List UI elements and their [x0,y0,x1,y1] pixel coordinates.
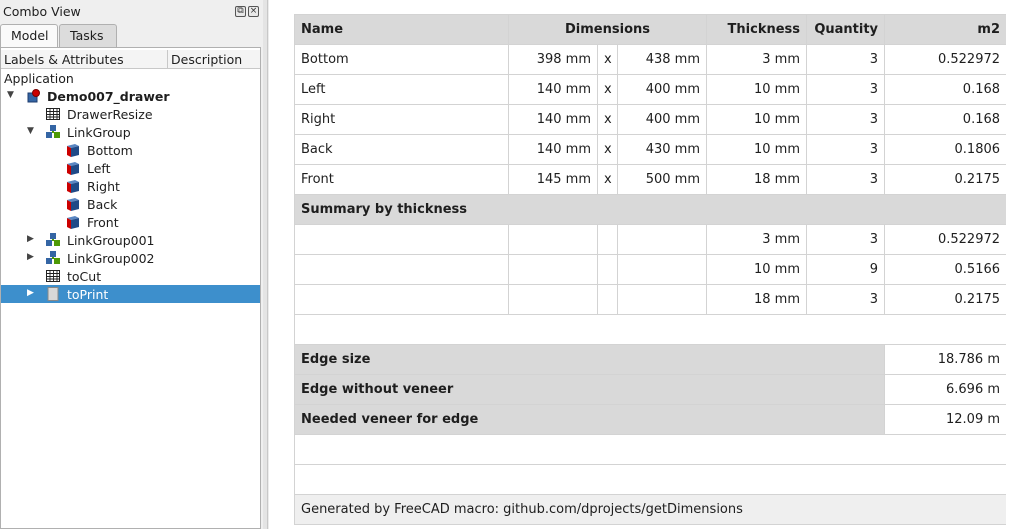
summary-thickness: 10 mm [707,255,807,285]
dimension-width: 398 mm [509,45,598,75]
table-header-row [295,15,1007,45]
thickness-cell: 10 mm [707,135,807,165]
tree-item-label: DrawerResize [67,107,153,122]
header-quantity: Quantity [807,15,885,45]
empty-cell [295,315,1007,345]
table-row [295,105,1007,135]
footer-row [295,495,1007,525]
column-labels[interactable]: Labels & Attributes [4,52,124,67]
empty-cell [509,255,598,285]
panel-icon [65,178,81,194]
page-icon [45,286,61,302]
part-name: Right [295,105,509,135]
float-icon[interactable]: ⧉ [235,6,246,17]
summary-quantity: 9 [807,255,885,285]
empty-cell [618,255,707,285]
tree-item-label: LinkGroup002 [67,251,155,266]
combo-tabs [0,24,263,47]
edge-row [295,375,1007,405]
spreadsheet-icon [45,268,61,284]
empty-cell [598,225,618,255]
linkgroup-icon [45,250,61,266]
close-icon[interactable]: × [249,6,258,16]
empty-cell [598,255,618,285]
quantity-cell: 3 [807,45,885,75]
dimension-separator: x [598,105,618,135]
tree-item-right[interactable] [1,177,260,195]
model-panel [0,47,261,529]
report-margin [1006,0,1024,529]
dimension-width: 140 mm [509,105,598,135]
edge-label: Edge without veneer [295,375,885,405]
area-cell: 0.168 [885,105,1007,135]
thickness-cell: 3 mm [707,45,807,75]
linkgroup-icon [45,124,61,140]
dimension-height: 400 mm [618,75,707,105]
area-cell: 0.522972 [885,45,1007,75]
tree-item-bottom[interactable] [1,141,260,159]
tree-item-back[interactable] [1,195,260,213]
area-cell: 0.2175 [885,165,1007,195]
table-row [295,75,1007,105]
tree-item-label: Front [87,215,119,230]
dimension-width: 140 mm [509,75,598,105]
footer-text: Generated by FreeCAD macro: github.com/dprojects/getDimensions [295,495,1007,525]
edge-row [295,405,1007,435]
tree-item-drawerresize[interactable] [1,105,260,123]
part-name: Bottom [295,45,509,75]
area-cell: 0.1806 [885,135,1007,165]
panel-icon [65,160,81,176]
dimension-height: 438 mm [618,45,707,75]
quantity-cell: 3 [807,135,885,165]
area-cell: 0.168 [885,75,1007,105]
edge-label: Edge size [295,345,885,375]
dimension-separator: x [598,135,618,165]
empty-cell [509,285,598,315]
edge-row [295,345,1007,375]
panel-icon [65,142,81,158]
report-view [269,0,1024,529]
summary-quantity: 3 [807,285,885,315]
edge-value: 12.09 m [885,405,1007,435]
panel-icon [65,196,81,212]
splitter-handle[interactable] [263,0,268,529]
summary-title: Summary by thickness [295,195,1007,225]
tree-item-label: Bottom [87,143,133,158]
table-row [295,135,1007,165]
spreadsheet-icon [45,106,61,122]
section-label: Application [4,71,74,86]
tab-tasks[interactable]: Tasks [59,24,117,47]
tree-item-left[interactable] [1,159,260,177]
expanded-arrow-icon[interactable]: ▼ [27,126,34,136]
blank-row [295,465,1007,495]
empty-cell [618,285,707,315]
quantity-cell: 3 [807,105,885,135]
thickness-cell: 10 mm [707,105,807,135]
summary-thickness: 3 mm [707,225,807,255]
summary-row [295,255,1007,285]
tree-item-label: LinkGroup001 [67,233,155,248]
tree-item-linkgroup[interactable] [1,123,260,141]
tree-item-label: toPrint [67,287,109,302]
edge-label: Needed veneer for edge [295,405,885,435]
combo-view-title: Combo View [3,4,81,19]
tab-model[interactable]: Model [0,24,58,48]
collapsed-arrow-icon[interactable]: ▶ [27,234,34,244]
dimensions-table [294,14,1007,525]
thickness-cell: 10 mm [707,75,807,105]
tree-item-demo007_drawer[interactable] [1,87,260,105]
tree-header [1,50,260,69]
dimension-width: 140 mm [509,135,598,165]
summary-row [295,285,1007,315]
document-icon [25,88,41,104]
dimension-separator: x [598,75,618,105]
header-thickness: Thickness [707,15,807,45]
empty-cell [509,225,598,255]
summary-area: 0.522972 [885,225,1007,255]
empty-cell [295,435,1007,465]
summary-title-row [295,195,1007,225]
tree-item-linkgroup001[interactable] [1,231,260,249]
tree-item-label: toCut [67,269,102,284]
header-name: Name [295,15,509,45]
edge-value: 18.786 m [885,345,1007,375]
quantity-cell: 3 [807,75,885,105]
tree-item-front[interactable] [1,213,260,231]
empty-cell [618,225,707,255]
table-body [295,45,1007,525]
column-description[interactable]: Description [167,50,260,69]
dimension-height: 500 mm [618,165,707,195]
part-name: Left [295,75,509,105]
header-m2: m2 [885,15,1007,45]
collapsed-arrow-icon[interactable]: ▶ [27,252,34,262]
quantity-cell: 3 [807,165,885,195]
tree-item-toprint[interactable] [1,285,260,303]
blank-row [295,435,1007,465]
dimension-separator: x [598,45,618,75]
summary-quantity: 3 [807,225,885,255]
summary-area: 0.2175 [885,285,1007,315]
tree-item-label: Left [87,161,111,176]
empty-cell [295,255,509,285]
tree-item-label: Back [87,197,118,212]
empty-cell [295,285,509,315]
blank-row [295,315,1007,345]
expanded-arrow-icon[interactable]: ▼ [7,90,14,100]
tree-item-linkgroup002[interactable] [1,249,260,267]
tree-section [1,69,260,87]
tree-item-label: Right [87,179,120,194]
part-name: Front [295,165,509,195]
summary-thickness: 18 mm [707,285,807,315]
empty-cell [295,465,1007,495]
table-row [295,45,1007,75]
linkgroup-icon [45,232,61,248]
panel-icon [65,214,81,230]
empty-cell [598,285,618,315]
thickness-cell: 18 mm [707,165,807,195]
combo-view [0,0,263,529]
summary-row [295,225,1007,255]
tree-item-tocut[interactable] [1,267,260,285]
dimension-width: 145 mm [509,165,598,195]
tree-item-label: LinkGroup [67,125,131,140]
tree-item-label: Demo007_drawer [47,89,170,104]
collapsed-arrow-icon[interactable]: ▶ [27,288,34,298]
dimension-height: 430 mm [618,135,707,165]
summary-area: 0.5166 [885,255,1007,285]
dimension-height: 400 mm [618,105,707,135]
table-row [295,165,1007,195]
empty-cell [295,225,509,255]
part-name: Back [295,135,509,165]
combo-view-titlebar [0,0,263,22]
dimension-separator: x [598,165,618,195]
header-dimensions: Dimensions [509,15,707,45]
edge-value: 6.696 m [885,375,1007,405]
